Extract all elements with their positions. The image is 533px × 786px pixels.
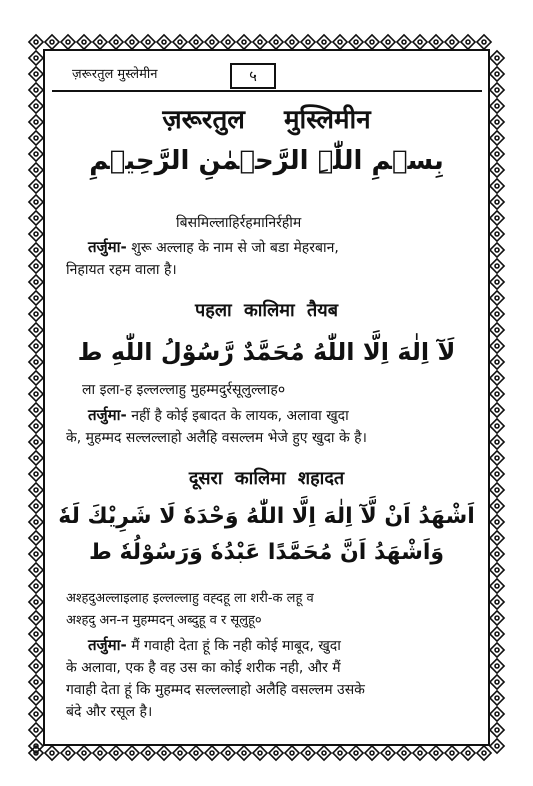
bismillah-translation	[66, 236, 466, 281]
translation-label: तर्जुमा-	[88, 238, 127, 256]
kalima-1-arabic: لَآ اِلٰهَ اِلَّا اللّٰهُ مُحَمَّدٌ رَّسُوْلُ اللّٰهِ ط	[77, 338, 456, 366]
kalima-2-translation	[66, 634, 466, 723]
translation-text: शुरू अल्लाह के नाम से जो बडा मेहरबान,	[131, 240, 339, 256]
page-number: ५	[230, 63, 276, 89]
translation-text: गवाही देता हूं कि मुहम्मद सल्लल्लाहो अलैहि वसल्लम उसके	[66, 682, 365, 698]
kalima-2-arabic-line-2: وَاَشْهَدُ اَنَّ مُحَمَّدًا عَبْدُهٗ وَرَسُوْلُهٗ ط	[88, 540, 445, 565]
kalima-2-transliteration	[66, 588, 466, 632]
kalima-1-heading: पहला कालिमा तैयब	[195, 300, 338, 321]
page-title: ज़रूरतुल मुस्लिमीन	[162, 105, 371, 135]
header-divider	[52, 90, 482, 92]
translation-text: नहीं है कोई इबादत के लायक, अलावा खुदा	[131, 408, 349, 424]
kalima-2-heading: दूसरा कालिमा शहादत	[188, 468, 345, 489]
bismillah-arabic: بِسۡمِ اللّٰہِ الرَّحۡمٰنِ الرَّحِیۡمِ	[89, 146, 444, 176]
transliteration-line: अश्हदुअल्लाइलाह इल्लल्लाहु वह्दहू ला शरी-क लहू व	[66, 591, 314, 606]
translation-text: मैं गवाही देता हूं कि नही कोई माबूद, खुदा	[131, 638, 341, 654]
kalima-2-arabic-line-1: اَشْهَدُ اَنْ لَّآ اِلٰهَ اِلَّا اللّٰهُ وَحْدَهٗ لَا شَرِيْكَ لَهٗ	[58, 504, 475, 529]
translation-text: बंदे और रसूल है।	[66, 704, 153, 720]
translation-label: तर्जुमा-	[88, 636, 127, 654]
kalima-1-transliteration: ला इला-ह इल्लल्लाहु मुहम्मदुर्रसूलुल्लाह०	[82, 382, 286, 398]
kalima-1-translation	[66, 404, 466, 449]
transliteration-line: अश्हदु अन-न मुहम्मदन् अब्दुहू व र सूलुहू०	[66, 613, 262, 628]
translation-text: के अलावा, एक है वह उस का कोई शरीक नही, और मैं	[66, 660, 341, 676]
translation-label: तर्जुमा-	[88, 406, 127, 424]
translation-text: के, मुहम्मद सल्लल्लाहो अलैहि वसल्लम भेजे हुए खुदा के है।	[66, 430, 367, 446]
running-header-title: ज़रूरतुल मुस्लेमीन	[72, 67, 158, 82]
translation-text: निहायत रहम वाला है।	[66, 262, 177, 278]
bismillah-transliteration: बिसमिल्लाहिर्रहमानिर्रहीम	[176, 215, 302, 231]
